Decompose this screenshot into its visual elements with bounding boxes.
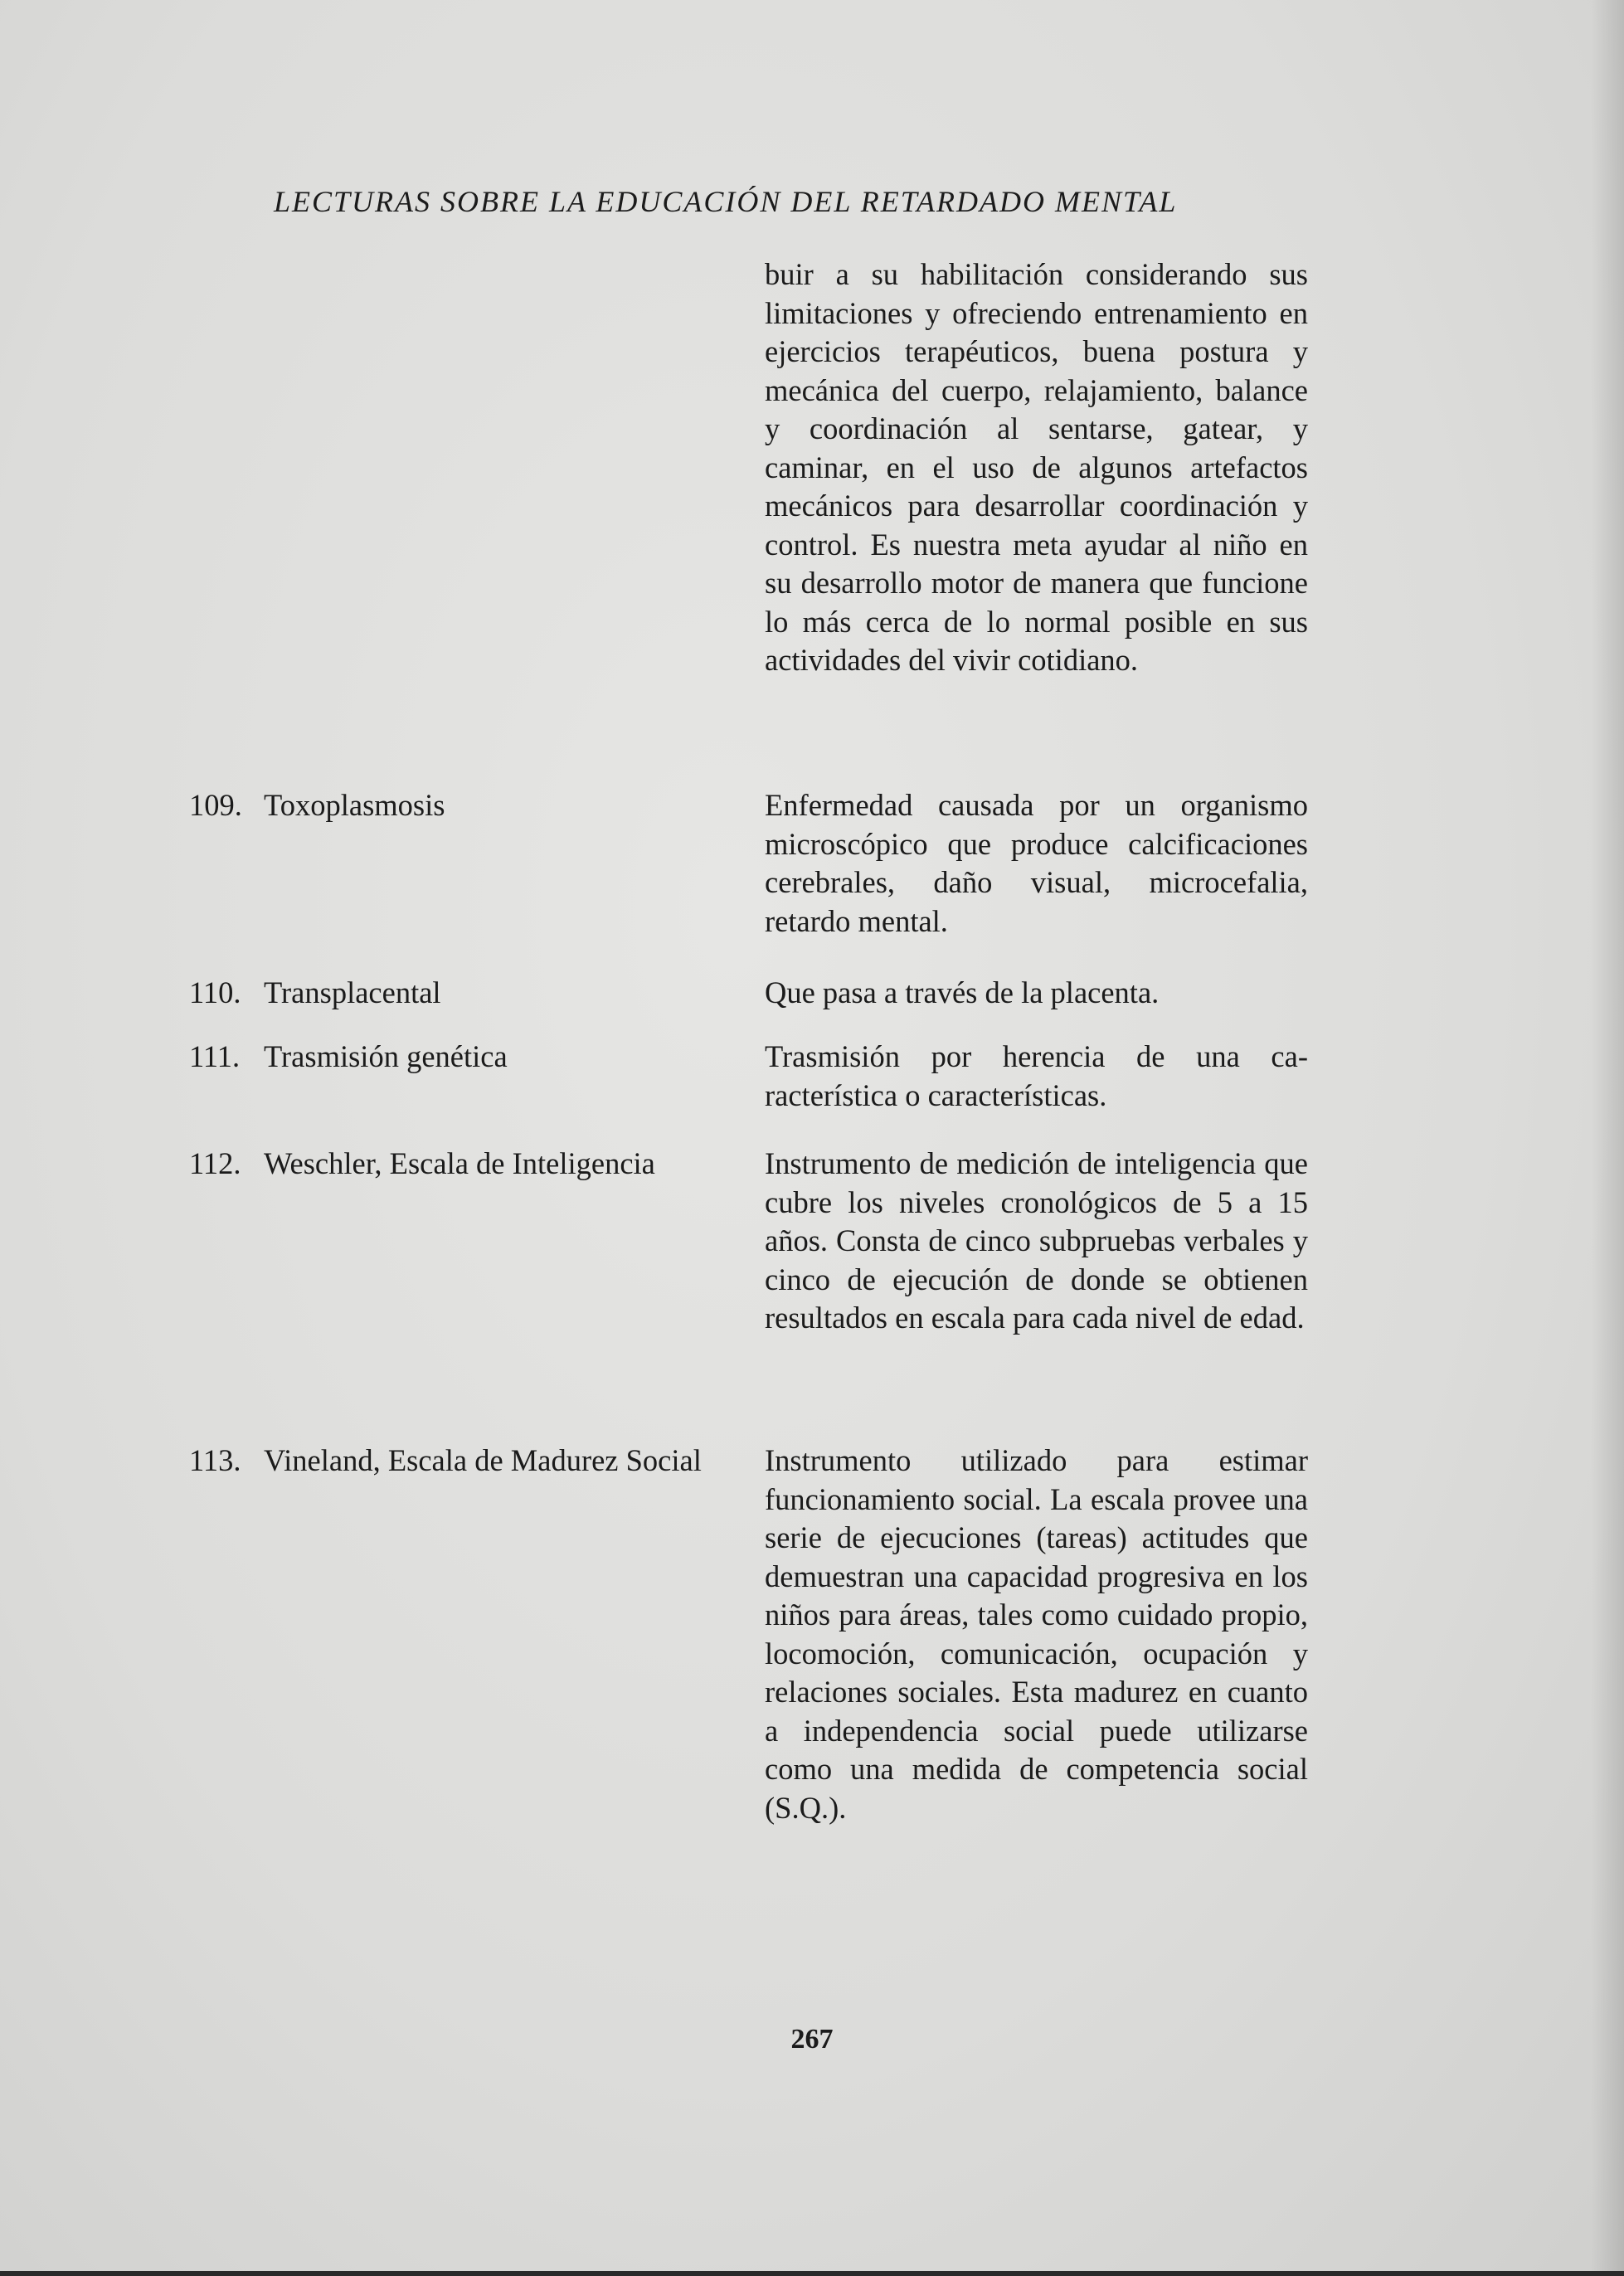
term-label: Toxoplasmosis	[264, 788, 445, 822]
term-number: 112.	[189, 1146, 241, 1180]
glossary-term	[189, 786, 745, 825]
scan-bottom-edge	[0, 2271, 1624, 2276]
glossary-term	[189, 1145, 745, 1184]
glossary-term	[189, 1442, 745, 1481]
term-label: Transplacental	[264, 975, 441, 1009]
term-number: 113.	[189, 1443, 241, 1477]
glossary-term	[189, 1038, 745, 1077]
glossary-definition: Trasmisión por herencia de una característica o características.	[765, 1039, 1308, 1112]
continuation-paragraph: buir a su habilitación considerando sus limitaciones y ofreciendo entrenamiento en ejercicios terapéuticos, buena postura y mecánica del cuerpo, relajamiento, balance y coordinación al sentarse, gatear, y caminar, en el uso de algunos artefactos mecánicos para desarrollar coordinación y control. Es nuestra meta ayudar al niño en su desarrollo motor de manera que funcione lo más cerca de lo normal posible en sus actividades del vivir cotidiano.	[765, 257, 1308, 677]
glossary-definition: Enfermedad causada por un organismo microscópico que produce calcificaciones cerebrales, daño visual, microcefalia, retardo mental.	[765, 788, 1308, 938]
term-label: Weschler, Escala de Inteligencia	[264, 1146, 655, 1180]
page-edge-shadow	[1591, 0, 1624, 2276]
term-label: Vineland, Escala de Madurez Social	[264, 1443, 702, 1477]
term-number: 110.	[189, 975, 241, 1009]
glossary-definition: Que pasa a través de la placenta.	[765, 975, 1160, 1009]
term-number: 109.	[189, 788, 242, 822]
glossary-definition: Instrumento de medición de inteligencia que cubre los niveles cronológicos de 5 a 15 años. Consta de cinco subpruebas verbales y cinco de ejecución de donde se obtienen resultados en escala para cada nivel de edad.	[765, 1146, 1308, 1335]
page-number: 267	[790, 2024, 834, 2055]
term-label: Trasmisión genética	[264, 1039, 508, 1073]
term-number: 111.	[189, 1039, 241, 1073]
glossary-definition: Instrumento utilizado para estimar funcionamiento social. La escala provee una serie de ejecuciones (tareas) actitudes que demuestran una capacidad progresiva en los niños para áreas, tales como cuidado propio, locomoción, comunicación, ocupación y relaciones sociales. Esta madurez en cuanto a independencia social puede utilizarse como una medida de competencia social (S.Q.).	[765, 1443, 1308, 1825]
running-head: LECTURAS SOBRE LA EDUCACIÓN DEL RETARDADO MENTAL	[274, 185, 1178, 218]
glossary-term	[189, 974, 745, 1013]
